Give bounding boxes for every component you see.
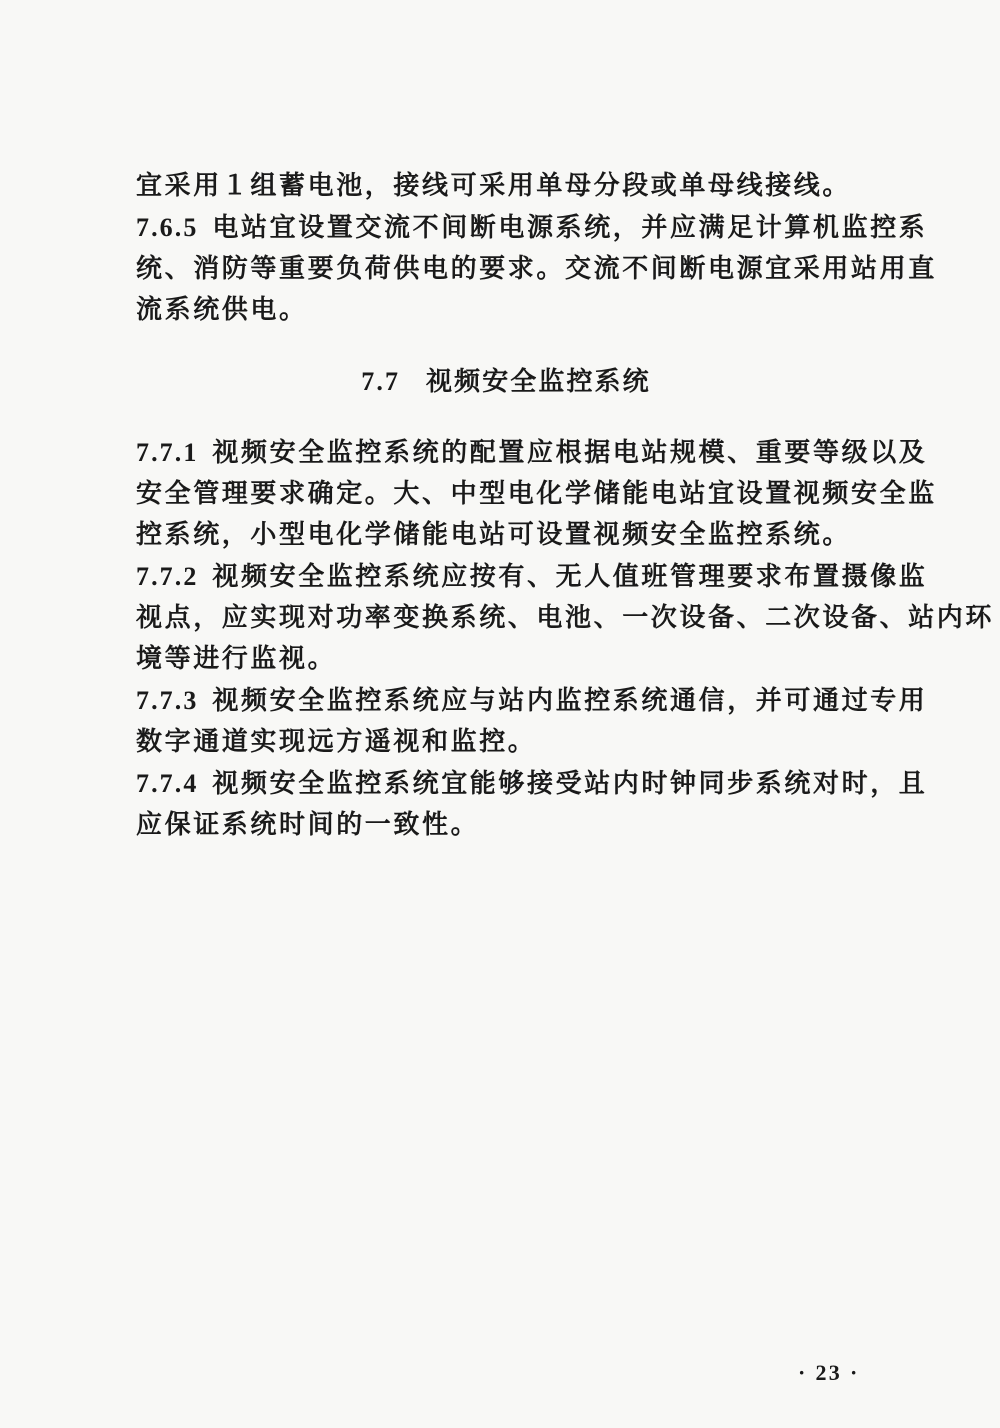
clause-7-7-2-line-3: 境等进行监视。: [136, 644, 337, 674]
clause-number: 7.7.1: [136, 438, 199, 467]
body-text: [136, 166, 995, 846]
page-number-bullet-left: ·: [798, 1360, 808, 1385]
clause-number: 7.6.5: [136, 213, 199, 242]
section-title: 视频安全监控系统: [426, 367, 651, 397]
continuation-line: 宜采用１组蓄电池，接线可采用单母分段或单母线接线。: [136, 171, 852, 201]
clause-7-7-1-line-3: 控系统，小型电化学储能电站可设置视频安全监控系统。: [136, 520, 852, 550]
clause-7-7-1-line-1: [136, 432, 928, 474]
clause-text: 视频安全监控系统宜能够接受站内时钟同步系统对时，且: [212, 769, 928, 799]
section-number: 7.7: [361, 367, 401, 396]
clause-number: 7.7.3: [136, 686, 199, 715]
page-number: [790, 1360, 868, 1386]
clause-7-6-5-line-1: [136, 207, 928, 249]
clause-7-7-4-line-1: [136, 763, 928, 805]
page-number-bullet-right: ·: [849, 1360, 860, 1385]
clause-text: 视频安全监控系统的配置应根据电站规模、重要等级以及: [212, 438, 928, 468]
clause-7-6-5-line-3: 流系统供电。: [136, 295, 308, 325]
clause-7-7-4-line-2: 应保证系统时间的一致性。: [136, 810, 480, 840]
clause-text: 电站宜设置交流不间断电源系统，并应满足计算机监控系: [212, 213, 928, 243]
page-number-value: 23: [815, 1360, 842, 1385]
clause-7-7-3-line-2: 数字通道实现远方遥视和监控。: [136, 727, 537, 757]
clause-number: 7.7.2: [136, 562, 199, 591]
clause-7-7-2-line-1: [136, 556, 928, 598]
clause-7-7-1-line-2: 安全管理要求确定。大、中型电化学储能电站宜设置视频安全监: [136, 479, 937, 509]
clause-text: 视频安全监控系统应按有、无人值班管理要求布置摄像监: [212, 562, 928, 592]
clause-7-6-5-line-2: 统、消防等重要负荷供电的要求。交流不间断电源宜采用站用直: [136, 254, 937, 284]
clause-number: 7.7.4: [136, 769, 199, 798]
clause-7-7-3-line-1: [136, 680, 928, 722]
section-heading: [136, 361, 876, 403]
clause-text: 视频安全监控系统应与站内监控系统通信，并可通过专用: [212, 686, 928, 716]
clause-7-7-2-line-2: 视点，应实现对功率变换系统、电池、一次设备、二次设备、站内环: [136, 603, 995, 633]
